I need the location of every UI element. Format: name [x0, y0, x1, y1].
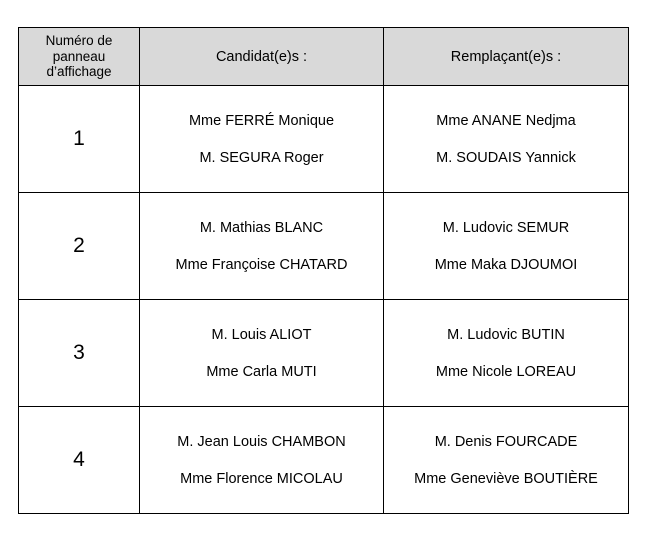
candidates-table — [18, 27, 629, 514]
substitute-name: Mme Nicole LOREAU — [435, 363, 577, 380]
panel-number: 4 — [19, 407, 140, 514]
substitutes-cell — [384, 86, 629, 193]
substitutes-cell — [384, 193, 629, 300]
panel-number: 2 — [19, 193, 140, 300]
candidate-name: Mme FERRÉ Monique — [188, 112, 335, 129]
substitute-name: M. Denis FOURCADE — [434, 433, 578, 450]
candidate-name: M. Jean Louis CHAMBON — [177, 433, 346, 450]
substitute-name: Mme Geneviève BOUTIÈRE — [414, 470, 598, 487]
table-row — [19, 407, 629, 514]
header-substitutes: Remplaçant(e)s : — [384, 28, 629, 86]
header-candidates: Candidat(e)s : — [140, 28, 384, 86]
panel-number: 1 — [19, 86, 140, 193]
substitute-name: M. SOUDAIS Yannick — [436, 149, 576, 166]
substitute-name: Mme Maka DJOUMOI — [434, 256, 578, 273]
candidates-cell — [140, 193, 384, 300]
table-row — [19, 193, 629, 300]
substitutes-cell — [384, 300, 629, 407]
table-row — [19, 300, 629, 407]
candidates-cell — [140, 300, 384, 407]
substitute-name: M. Ludovic BUTIN — [447, 326, 565, 343]
candidate-name: M. SEGURA Roger — [199, 149, 324, 166]
substitute-name: Mme ANANE Nedjma — [436, 112, 576, 129]
candidate-name: Mme Florence MICOLAU — [180, 470, 343, 487]
substitutes-cell — [384, 407, 629, 514]
panel-number: 3 — [19, 300, 140, 407]
candidate-name: M. Louis ALIOT — [211, 326, 312, 343]
candidate-name: Mme Carla MUTI — [206, 363, 317, 380]
candidates-cell — [140, 86, 384, 193]
header-panel-number: Numéro de panneau d’affichage — [19, 28, 140, 86]
candidate-name: Mme Françoise CHATARD — [175, 256, 348, 273]
table-header-row — [19, 28, 629, 86]
substitute-name: M. Ludovic SEMUR — [442, 219, 570, 236]
candidates-cell — [140, 407, 384, 514]
candidate-name: M. Mathias BLANC — [199, 219, 324, 236]
table-row — [19, 86, 629, 193]
